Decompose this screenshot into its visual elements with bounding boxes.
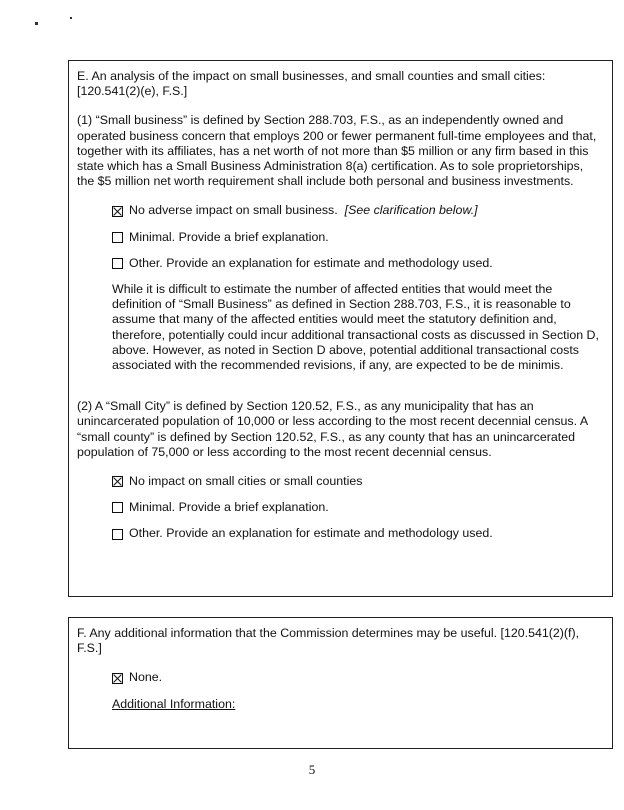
checked-checkbox-icon[interactable] (112, 476, 123, 487)
option-label: No adverse impact on small business. (129, 203, 338, 218)
additional-information-label: Additional Information: (112, 696, 236, 711)
option-other[interactable] (112, 256, 603, 271)
clarification-note: [See clarification below.] (344, 203, 478, 218)
checkbox-icon[interactable] (112, 232, 123, 243)
option-label: Other. Provide an explanation for estimate and methodology used. (129, 255, 493, 270)
checked-checkbox-icon[interactable] (112, 206, 123, 217)
section-f-box (68, 617, 613, 749)
option-no-adverse-impact[interactable] (112, 203, 603, 218)
section-e-heading: E. An analysis of the impact on small businesses, and small counties and small cities: [120.541(2)(e), F.S.] (77, 69, 546, 99)
checkbox-icon[interactable] (112, 502, 123, 513)
option-minimal[interactable] (112, 230, 603, 245)
option-label: None. (129, 670, 163, 685)
option-label: No impact on small cities or small counties (129, 474, 363, 489)
option-label: Minimal. Provide a brief explanation. (129, 229, 329, 244)
option-none[interactable] (112, 670, 603, 685)
checkbox-icon[interactable] (112, 258, 123, 269)
scan-speck (35, 22, 38, 25)
option-label: Minimal. Provide a brief explanation. (129, 500, 329, 515)
business-explanation: While it is difficult to estimate the number of affected entities that would meet the definition of “Small Business” as defined in Section 288.703, F.S., it is reasonable to assume that many of the affected entities would meet the statutory definition and, therefore, potentially could incur additional transactional costs as discussed in Section D, above. However, as noted in Section D above, potential additional transactional costs associated with the recommended revisions, if any, are expected to be de minimis. (112, 282, 599, 373)
checked-checkbox-icon[interactable] (112, 673, 123, 684)
option-minimal-cities[interactable] (112, 500, 603, 515)
page-number: 5 (308, 762, 316, 777)
section-f-heading: F. Any additional information that the Commission determines may be useful. [120.541(2)(f), F.S.] (77, 626, 580, 656)
small-city-definition: (2) A “Small City” is defined by Section 120.52, F.S., as any municipality that has an unincarcerated population of 10,000 or less according to the most recent decennial census. A “small county” is defined by Section 120.52, F.S., as any county that has an unincarcerated population of 75,000 or less according to the most recent decennial census. (77, 399, 588, 459)
small-business-definition: (1) “Small business” is defined by Section 288.703, F.S., as an independently owned and operated business concern that employs 200 or fewer permanent full-time employees and that, together with its affiliates, has a net worth of not more than $5 million or any firm based in this state which has a Small Business Administration 8(a) certification. As to sole proprietorships, the $5 million net worth requirement shall include both personal and business investments. (77, 113, 597, 189)
option-no-impact-cities[interactable] (112, 474, 603, 489)
checkbox-icon[interactable] (112, 529, 123, 540)
section-e-box (68, 60, 613, 597)
option-label: Other. Provide an explanation for estimate and methodology used. (129, 526, 493, 541)
scan-speck (70, 17, 72, 19)
option-other-cities[interactable] (112, 526, 603, 541)
